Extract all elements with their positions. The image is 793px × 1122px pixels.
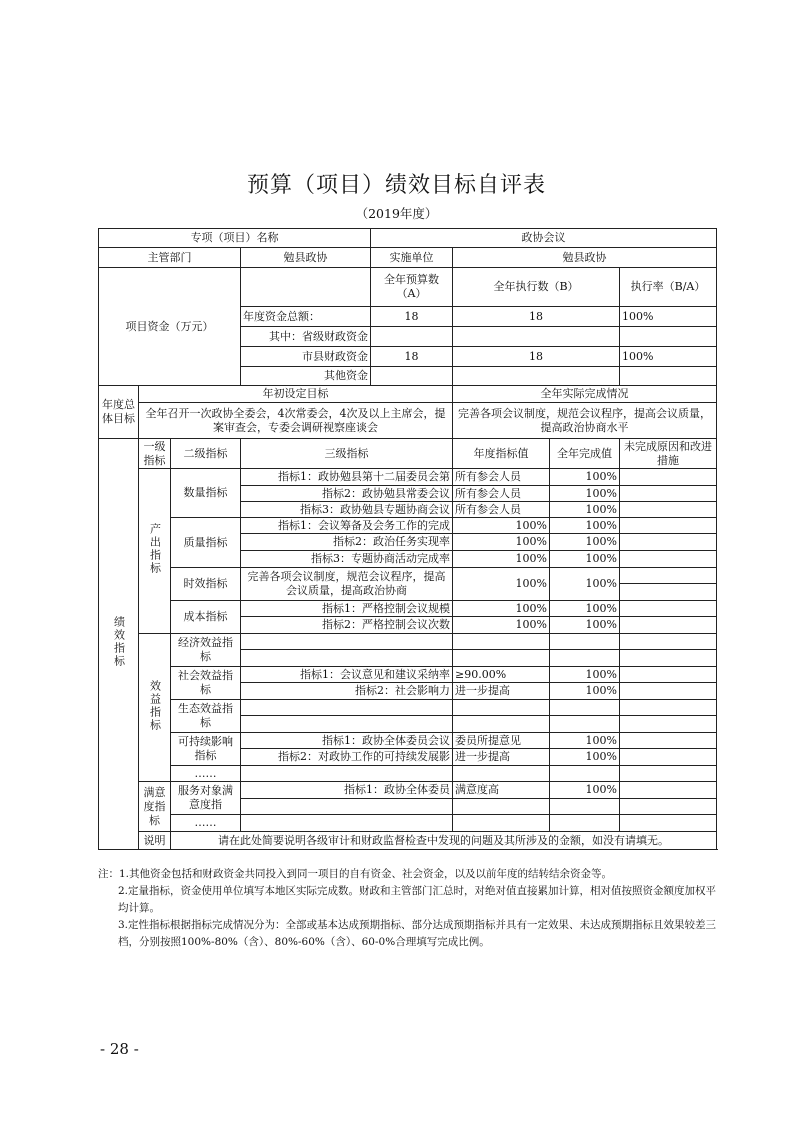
dots-label: …… xyxy=(171,766,241,782)
indicator-name: 指标2：对政协工作的可持续发展影 xyxy=(241,749,453,766)
funds-row-exec xyxy=(453,367,620,386)
indicator-reason xyxy=(620,782,717,799)
cost-label: 成本指标 xyxy=(171,601,241,634)
indicator-header-row xyxy=(99,439,717,469)
indicator-name: 指标3：专题协商活动完成率 xyxy=(241,551,453,568)
table-row xyxy=(99,469,717,486)
funds-row-budget: 18 xyxy=(371,347,453,367)
indicator-name: 指标2：政治任务实现率 xyxy=(241,534,453,551)
indicator-name: 指标2：社会影响力 xyxy=(241,683,453,700)
indicator-target xyxy=(453,700,550,716)
indicator-actual: 100% xyxy=(550,683,620,700)
social-label: 社会效益指标 xyxy=(171,667,241,700)
indicator-reason xyxy=(620,551,717,568)
table-row xyxy=(99,667,717,683)
indicator-actual: 100% xyxy=(550,749,620,766)
indicator-reason xyxy=(620,733,717,749)
indicator-reason xyxy=(620,601,717,617)
benefit-label: 效益指标 xyxy=(139,634,171,782)
funds-col-rate: 执行率（B/A） xyxy=(620,268,717,307)
dept-row xyxy=(99,248,717,268)
funds-row-budget: 18 xyxy=(371,307,453,327)
indicator-reason xyxy=(620,486,717,502)
funds-col-exec: 全年执行数（B） xyxy=(453,268,620,307)
dept-label: 主管部门 xyxy=(99,248,241,268)
impl-value: 勉县政协 xyxy=(453,248,717,268)
funds-header-row xyxy=(99,268,717,307)
indicator-actual xyxy=(550,700,620,716)
funds-row-rate xyxy=(620,327,717,347)
indicator-reason xyxy=(620,518,717,534)
indicator-target: 所有参会人员 xyxy=(453,502,550,518)
sustainable-label: 可持续影响指标 xyxy=(171,733,241,766)
indicator-actual: 100% xyxy=(550,469,620,486)
indicator-target: 100% xyxy=(453,617,550,634)
goal-text-row xyxy=(99,403,717,439)
h-target: 年度指标值 xyxy=(453,439,550,469)
indicator-actual xyxy=(550,634,620,650)
table-row xyxy=(99,634,717,650)
indicator-actual: 100% xyxy=(550,534,620,551)
table-row xyxy=(99,601,717,617)
timeliness-label: 时效指标 xyxy=(171,568,241,601)
indicator-name xyxy=(241,634,453,650)
indicator-actual xyxy=(550,650,620,667)
page-title: 预算（项目）绩效目标自评表 xyxy=(246,173,546,198)
funds-row-exec: 18 xyxy=(453,307,620,327)
indicator-actual: 100% xyxy=(550,486,620,502)
output-label: 产出指标 xyxy=(139,469,171,634)
indicator-target: 100% xyxy=(453,568,550,601)
indicator-actual: 100% xyxy=(550,667,620,683)
goal-header-row xyxy=(99,386,717,403)
indicator-target xyxy=(453,650,550,667)
year-subtitle: （2019年度） xyxy=(355,206,438,221)
indicator-reason xyxy=(620,700,717,716)
indicator-name: 指标1：会议筹备及会务工作的完成 xyxy=(241,518,453,534)
quality-label: 质量指标 xyxy=(171,518,241,568)
ecological-label: 生态效益指标 xyxy=(171,700,241,733)
goal-set-header: 年初设定目标 xyxy=(139,386,453,403)
table-row xyxy=(99,815,717,832)
indicator-name: 指标1：政协勉县第十二届委员会第 xyxy=(241,469,453,486)
indicator-actual xyxy=(550,799,620,815)
table-row xyxy=(99,766,717,782)
note-3: 3.定性指标根据指标完成情况分为：全部或基本达成预期指标、部分达成预期指标并具有一定效果、未达成预期指标且效果较差三档，分别按照100%-80%（含）、80%-60%（含）、60-0%合理填写完成比例。 xyxy=(118,919,717,948)
indicator-name xyxy=(241,766,453,782)
indicator-reason xyxy=(620,502,717,518)
indicator-name xyxy=(241,700,453,716)
indicator-actual: 100% xyxy=(550,551,620,568)
indicator-reason xyxy=(620,683,717,700)
indicator-name: 指标1：会议意见和建议采纳率 xyxy=(241,667,453,683)
note-2: 2.定量指标，资金使用单位填写本地区实际完成数。财政和主管部门汇总时，对绝对值直接累加计算，相对值按照资金额度加权平均计算。 xyxy=(118,885,717,914)
indicator-target: 100% xyxy=(453,601,550,617)
indicator-target: ≥90.00% xyxy=(453,667,550,683)
h-level2: 二级指标 xyxy=(171,439,241,469)
indicator-target: 进一步提高 xyxy=(453,683,550,700)
indicator-reason xyxy=(620,716,717,733)
economic-label: 经济效益指标 xyxy=(171,634,241,667)
indicator-actual: 100% xyxy=(550,518,620,534)
funds-row-rate: 100% xyxy=(620,307,717,327)
indicator-label: 绩效指标 xyxy=(99,439,139,850)
indicator-actual: 100% xyxy=(550,502,620,518)
indicator-name xyxy=(241,799,453,815)
indicator-target: 进一步提高 xyxy=(453,749,550,766)
indicator-name xyxy=(241,716,453,733)
indicator-reason xyxy=(620,667,717,683)
quantity-label: 数量指标 xyxy=(171,469,241,518)
indicator-reason xyxy=(620,584,717,601)
indicator-name: 指标2：政协勉县常委会议 xyxy=(241,486,453,502)
remark-label: 说明 xyxy=(139,832,171,850)
h-level3: 三级指标 xyxy=(241,439,453,469)
funds-blank xyxy=(241,268,371,307)
indicator-actual xyxy=(550,716,620,733)
funds-row-budget xyxy=(371,367,453,386)
service-label: 服务对象满意度指 xyxy=(171,782,241,815)
funds-row-label: 其中：省级财政资金 xyxy=(241,327,371,347)
goal-actual-header: 全年实际完成情况 xyxy=(453,386,717,403)
indicator-target: 满意度高 xyxy=(453,782,550,799)
indicator-name: 完善各项会议制度，规范会议程序，提高会议质量，提高政治协商 xyxy=(241,568,453,601)
funds-row-label: 其他资金 xyxy=(241,367,371,386)
indicator-reason xyxy=(620,815,717,832)
indicator-name: 指标1：严格控制会议规模 xyxy=(241,601,453,617)
indicator-target xyxy=(453,716,550,733)
indicator-target xyxy=(453,634,550,650)
indicator-target xyxy=(453,799,550,815)
evaluation-table xyxy=(98,228,717,850)
funds-row-label: 市县财政资金 xyxy=(241,347,371,367)
dots-label: …… xyxy=(171,815,241,832)
indicator-target: 100% xyxy=(453,518,550,534)
indicator-reason xyxy=(620,634,717,650)
indicator-name xyxy=(241,815,453,832)
h-reason: 未完成原因和改进措施 xyxy=(620,439,717,469)
funds-row-exec xyxy=(453,327,620,347)
indicator-reason xyxy=(620,534,717,551)
indicator-target: 所有参会人员 xyxy=(453,486,550,502)
h-level1: 一级指标 xyxy=(139,439,171,469)
indicator-reason xyxy=(620,766,717,782)
table-row xyxy=(99,733,717,749)
table-row xyxy=(99,700,717,716)
indicator-actual: 100% xyxy=(550,782,620,799)
funds-col-budget: 全年预算数（A） xyxy=(371,268,453,307)
indicator-name: 指标1：政协全体委员 xyxy=(241,782,453,799)
page-number: - 28 - xyxy=(100,1040,139,1058)
indicator-target xyxy=(453,815,550,832)
funds-row-exec: 18 xyxy=(453,347,620,367)
funds-row-rate xyxy=(620,367,717,386)
note-1: 注：1.其他资金包括和财政资金共同投入到同一项目的自有资金、社会资金，以及以前年度的结转结余资金等。 xyxy=(98,868,613,880)
project-row xyxy=(99,229,717,248)
indicator-actual: 100% xyxy=(550,568,620,601)
funds-row-label: 年度资金总额： xyxy=(241,307,371,327)
funds-row-rate: 100% xyxy=(620,347,717,367)
project-label: 专项（项目）名称 xyxy=(99,229,371,248)
table-row xyxy=(99,568,717,584)
table-row xyxy=(99,782,717,799)
indicator-target: 100% xyxy=(453,534,550,551)
indicator-reason xyxy=(620,568,717,584)
satisfaction-label: 满意度指标 xyxy=(139,782,171,832)
funds-row-budget xyxy=(371,327,453,347)
indicator-actual: 100% xyxy=(550,617,620,634)
remark-text: 请在此处简要说明各级审计和财政监督检查中发现的问题及其所涉及的金额，如没有请填无。 xyxy=(171,832,717,850)
indicator-target xyxy=(453,766,550,782)
impl-label: 实施单位 xyxy=(371,248,453,268)
indicator-reason xyxy=(620,650,717,667)
indicator-actual xyxy=(550,815,620,832)
indicator-actual xyxy=(550,766,620,782)
remark-row xyxy=(99,832,717,850)
indicator-target: 所有参会人员 xyxy=(453,469,550,486)
funds-label: 项目资金（万元） xyxy=(99,268,241,386)
indicator-reason xyxy=(620,799,717,815)
indicator-name: 指标1：政协全体委员会议 xyxy=(241,733,453,749)
indicator-target: 委员所提意见 xyxy=(453,733,550,749)
indicator-reason xyxy=(620,617,717,634)
indicator-actual: 100% xyxy=(550,733,620,749)
indicator-name: 指标3：政协勉县专题协商会议 xyxy=(241,502,453,518)
table-row xyxy=(99,518,717,534)
indicator-reason xyxy=(620,469,717,486)
footnotes xyxy=(98,866,718,951)
indicator-reason xyxy=(620,749,717,766)
dept-value: 勉县政协 xyxy=(241,248,371,268)
goal-label: 年度总体目标 xyxy=(99,386,139,439)
goal-actual-text: 完善各项会议制度，规范会议程序，提高会议质量，提高政治协商水平 xyxy=(453,403,717,439)
indicator-name: 指标2：严格控制会议次数 xyxy=(241,617,453,634)
indicator-target: 100% xyxy=(453,551,550,568)
project-value: 政协会议 xyxy=(371,229,717,248)
goal-set-text: 全年召开一次政协全委会，4次常委会，4次及以上主席会，提案审查会，专委会调研视察座谈会 xyxy=(139,403,453,439)
h-actual: 全年完成值 xyxy=(550,439,620,469)
indicator-name xyxy=(241,650,453,667)
indicator-actual: 100% xyxy=(550,601,620,617)
